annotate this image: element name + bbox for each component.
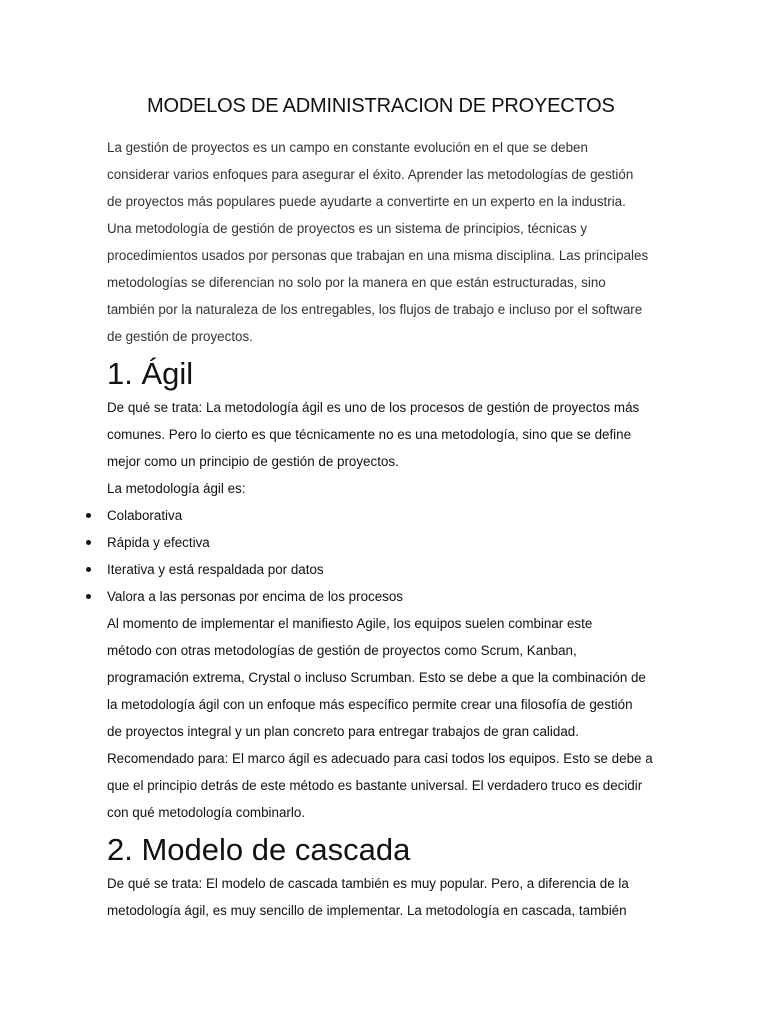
bullet-icon: [86, 540, 91, 545]
section-heading-agil: 1. Ágil: [107, 356, 194, 391]
list-item: [107, 583, 668, 610]
intro-line: considerar varios enfoques para asegurar el éxito. Aprender las metodologías de gestión: [107, 167, 634, 182]
body-line: la metodología ágil con un enfoque más específico permite crear una filosofía de gestión: [107, 697, 633, 712]
list-item-text: Colaborativa: [107, 508, 183, 523]
list-item-text: Rápida y efectiva: [107, 535, 210, 550]
intro-line: metodologías se diferencian no solo por la manera en que están estructuradas, sino: [107, 275, 606, 290]
body-line: que el principio detrás de este método es bastante universal. El verdadero truco es decidir: [107, 778, 643, 793]
bullet-icon: [86, 567, 91, 572]
list-item-text: Valora a las personas por encima de los procesos: [107, 589, 403, 604]
bullet-icon: [86, 594, 91, 599]
body-line: Al momento de implementar el manifiesto Agile, los equipos suelen combinar este: [107, 616, 593, 631]
intro-line: también por la naturaleza de los entregables, los flujos de trabajo e incluso por el software: [107, 302, 643, 317]
list-item: [107, 502, 668, 529]
intro-line: de proyectos más populares puede ayudarte a convertirte en un experto en la industria.: [107, 194, 626, 209]
intro-line: procedimientos usados por personas que trabajan en una misma disciplina. Las principales: [107, 248, 649, 263]
agil-bullet-list: [107, 502, 668, 610]
intro-line: La gestión de proyectos es un campo en constante evolución en el que se deben: [107, 140, 588, 155]
document-title: MODELOS DE ADMINISTRACION DE PROYECTOS: [147, 95, 615, 117]
body-line: De qué se trata: El modelo de cascada también es muy popular. Pero, a diferencia de la: [107, 876, 629, 891]
body-line: metodología ágil, es muy sencillo de implementar. La metodología en cascada, también: [107, 903, 627, 918]
body-line: programación extrema, Crystal o incluso Scrumban. Esto se debe a que la combinación de: [107, 670, 646, 685]
intro-paragraph: [107, 134, 668, 350]
body-line: mejor como un principio de gestión de proyectos.: [107, 454, 399, 469]
body-line: comunes. Pero lo cierto es que técnicamente no es una metodología, sino que se define: [107, 427, 632, 442]
body-line: La metodología ágil es:: [107, 481, 246, 496]
body-line: Recomendado para: El marco ágil es adecuado para casi todos los equipos. Esto se debe a: [107, 751, 653, 766]
list-item: [107, 529, 668, 556]
intro-line: de gestión de proyectos.: [107, 329, 253, 344]
body-line: De qué se trata: La metodología ágil es uno de los procesos de gestión de proyectos más: [107, 400, 640, 415]
body-line: de proyectos integral y un plan concreto para entregar trabajos de gran calidad.: [107, 724, 579, 739]
body-line: con qué metodología combinarlo.: [107, 805, 306, 820]
section-heading-cascada: 2. Modelo de cascada: [107, 832, 411, 867]
list-item: [107, 556, 668, 583]
bullet-icon: [86, 513, 91, 518]
list-item-text: Iterativa y está respaldada por datos: [107, 562, 324, 577]
intro-line: Una metodología de gestión de proyectos es un sistema de principios, técnicas y: [107, 221, 588, 236]
section-cascada-body: [107, 870, 668, 924]
section-agil-body: [107, 394, 668, 826]
body-line: método con otras metodologías de gestión de proyectos como Scrum, Kanban,: [107, 643, 577, 658]
